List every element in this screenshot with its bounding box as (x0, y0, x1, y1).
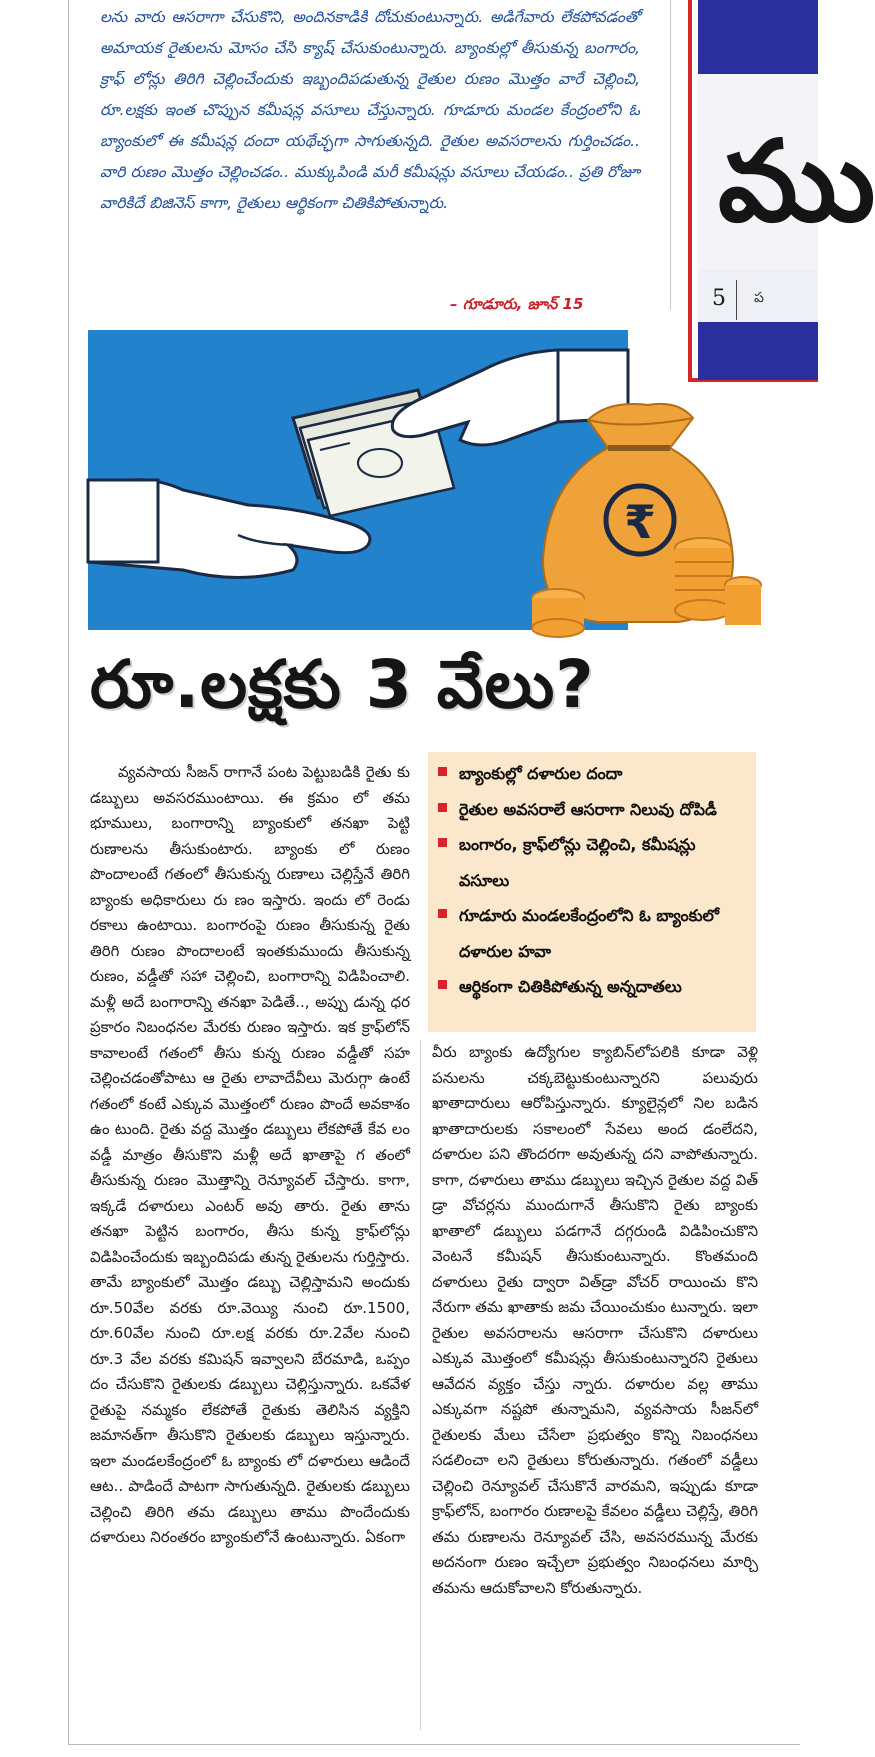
ad-number: 5 (712, 286, 726, 311)
highlight-item (438, 792, 748, 828)
bullet-icon (438, 838, 447, 847)
bullet-icon (438, 767, 447, 776)
highlight-item (438, 827, 748, 898)
article-body-left-column: వ్యవసాయ సీజన్ రాగానే పంట పెట్టుబడికి రైతు కు డబ్బులు అవసరముంటాయి. ఈ క్రమం లో తమ భూములు, బంగారాన్ని బ్యాంకులో తనఖా పెట్టి రుణాలను తీసుకుంటారు. బ్యాంకు లో రుణం పొందాలంటే గతంలో తీసుకున్న రుణాలు చెల్లిస్తేనే తిరిగి బ్యాంకు అధికారులు రు ణం ఇస్తారు. ఇందు లో రెండు రకాలు ఉంటాయి. బంగారంపై రుణం తీసుకున్న రైతు తిరిగి రుణం పొందాలంటే ఇంతకుముందు తీసుకున్న రుణం, వడ్డీతో సహా చెల్లించి, బంగారాన్ని విడిపించాలి. మళ్లీ అదే బంగారాన్ని తనఖా పెడితే.., అప్పు డున్న ధర ప్రకారం నిబంధనల మేరకు రుణం ఇస్తారు. ఇక క్రాఫ్‌లోన్ కావాలంటే గతంలో తీసు కున్న రుణం వడ్డీతో సహ చెల్లించడంతోపాటు ఆ రైతు లావాదేవీలు మెరుగ్గా ఉంటే గతంలో కంటే ఎక్కువ మొత్తంలో రుణం పొందే అవకాశం ఉం టుంది. రైతు వద్ద మొత్తం డబ్బులు లేకపోతే కేవ లం వడ్డీ మాత్రం తీసుకొని మళ్లీ అదే ఖాతాపై గ తంలో తీసుకున్న రుణం మొత్తాన్ని రెన్యూవల్ చేస్తారు. కాగా, ఇక్కడే దళారులు ఎంటర్ అవు తారు. రైతు తాను తనఖా పెట్టిన బంగారం, తీసు కున్న క్రాఫ్‌లోన్లు విడిపించేందుకు ఇబ్బందిపడు తున్న రైతులను గుర్తిస్తారు. తామే బ్యాంకులో మొత్తం డబ్బు చెల్లిస్తామని అందుకు రూ.50వేల వరకు రూ.వెయ్యి నుంచి రూ.1500, రూ.60వేల నుంచి రూ.లక్ష వరకు రూ.2వేల నుంచి రూ.3 వేల వరకు కమిషన్ ఇవ్వాలని బేరమాడి, ఒప్పం దం చేసుకొని రైతులకు డబ్బులు చెల్లిస్తున్నారు. ఒకవేళ రైతుపై నమ్మకం లేకపోతే రైతుకు తెలిసిన వ్యక్తిని జమానత్‌గా తీసుకొని రైతులకు డబ్బులు ఇస్తున్నారు. ఇలా మండలకేంద్రంలో ఓ బ్యాంకు లో దళారులు ఆడిందే ఆట.. పాడిందే పాటగా సాగుతున్నది. రైతులకు డబ్బులు చెల్లించి తిరిగి తమ డబ్బులు తాము పొందేందుకు దళారులు నిరంతరం బ్యాంకులోనే ఉంటున్నారు. ఏకంగా (90, 763, 410, 1546)
dateline: – గూడూరు, జూన్ 15 (450, 295, 584, 313)
money-illustration (88, 330, 746, 652)
highlight-text: గూడూరు మండలకేంద్రంలోని ఓ బ్యాంకులో దళారుల హవా (459, 906, 719, 961)
bullet-icon (438, 909, 447, 918)
page-border (68, 0, 69, 1745)
teaser-paragraph: లను వారు ఆసరాగా చేసుకొని, అందినకాడికి దోచుకుంటున్నారు. అడిగేవారు లేకపోవడంతో అమాయక రైతులను మోసం చేసి క్యాష్ చేసుకుంటున్నారు. బ్యాంకుల్లో తీసుకున్న బంగారం, క్రాఫ్ లోన్లు తిరిగి చెల్లించేందుకు ఇబ్బందిపడుతున్న రైతుల రుణం మొత్తం వారే చెల్లించి, రూ.లక్షకు ఇంత చొప్పున కమీషన్ల వసూలు చేస్తున్నారు. గూడూరు మండల కేంద్రంలోని ఓ బ్యాంకులో ఈ కమీషన్ల దందా యథేచ్ఛగా సాగుతున్నది. రైతుల అవసరాలను గుర్తించడం.. వారి రుణం మొత్తం చెల్లించడం.. ముక్కుపిండి మరీ కమీషన్లు వసూలు చేయడం.. ప్రతి రోజూ వారికిదే బిజినెస్ కాగా, రైతులు ఆర్థికంగా చితికిపోతున్నారు. (100, 8, 640, 212)
ad-divider (736, 280, 737, 320)
ad-panel (698, 74, 875, 270)
bullet-icon (438, 803, 447, 812)
column-divider (420, 1040, 421, 1730)
ad-blue-band-top (698, 0, 818, 74)
bullet-icon (438, 980, 447, 989)
ad-big-letter: ము (718, 117, 875, 247)
highlight-text: ఆర్థికంగా చితికిపోతున్న అన్నదాతలు (459, 977, 682, 996)
advertisement-box (688, 0, 875, 382)
highlights-box (428, 752, 756, 1032)
highlight-text: రైతుల అవసరాలే ఆసరాగా నిలువు దోపిడీ (459, 799, 717, 819)
highlight-item (438, 969, 748, 1005)
column-rule (670, 0, 671, 310)
highlight-item (438, 756, 748, 792)
headline: రూ.లక్షకు 3 వేలు? (90, 646, 595, 723)
article-body-right-column: వీరు బ్యాంకు ఉద్యోగుల క్యాబిన్‌లోపలికి కూడా వెళ్లి పనులను చక్కబెట్టుకుంటున్నారని పలువురు ఖాతాదారులు ఆరోపిస్తున్నారు. క్యూలైన్లలో నిల బడిన ఖాతాదారులకు సకాలంలో సేవలు అంద డంలేదని, దళారుల పని తొందరగా అవుతున్న దని వాపోతున్నారు. కాగా, దళారులు తాము డబ్బులు ఇచ్చిన రైతుల వద్ద విత్ డ్రా వోచర్లను ముందుగానే తీసుకొని రైతు బ్యాంకు ఖాతాలో డబ్బులు పడగానే దగ్గరుండి విడిపించుకొని వెంటనే కమీషన్ తీసుకుంటున్నారు. కొంతమంది దళారులు రైతు ద్వారా విత్‌డ్రా వోచర్ రాయించు కొని నేరుగా తమ ఖాతాకు జమ చేయించుకుం టున్నారు. ఇలా రైతుల అవసరాలను ఆసరాగా చేసుకొని దళారులు ఎక్కువ మొత్తంలో కమీషన్లు తీసుకుంటున్నారని రైతులు ఆవేదన వ్యక్తం చేస్తు న్నారు. దళారుల వల్ల తాము ఎక్కువగా నష్టపో తున్నామని, వ్యవసాయ సీజన్‌లో రైతులకు మేలు చేసేలా ప్రభుత్వం కొన్ని నిబంధనలు సడలించా లని రైతులు కోరుతున్నారు. గతంలో వడ్డీలు చెల్లించి రెన్యూవల్ చేసుకొనే వారమని, ఇప్పుడు కూడా క్రాఫ్‌లోన్, బంగారం రుణాలపై కేవలం వడ్డీలు చెల్లిస్తే, తిరిగి తమ రుణాలను రెన్యూవల్ చేసి, అవసరమున్న మేరకు అదనంగా రుణం ఇచ్చేలా ప్రభుత్వం నిబంధనలు మార్చి తమను ఆదుకోవాలని కోరుతున్నారు. (432, 1043, 758, 1597)
highlight-text: బ్యాంకుల్లో దళారుల దందా (459, 764, 623, 783)
highlight-text: బంగారం, క్రాఫ్‌లోన్లు చెల్లించి, కమీషన్లు వసూలు (459, 835, 696, 890)
highlight-item (438, 898, 748, 969)
page-border-bottom (68, 1744, 800, 1745)
ad-small-text: ప (754, 290, 764, 306)
rupee-icon: ₹ (623, 495, 657, 549)
